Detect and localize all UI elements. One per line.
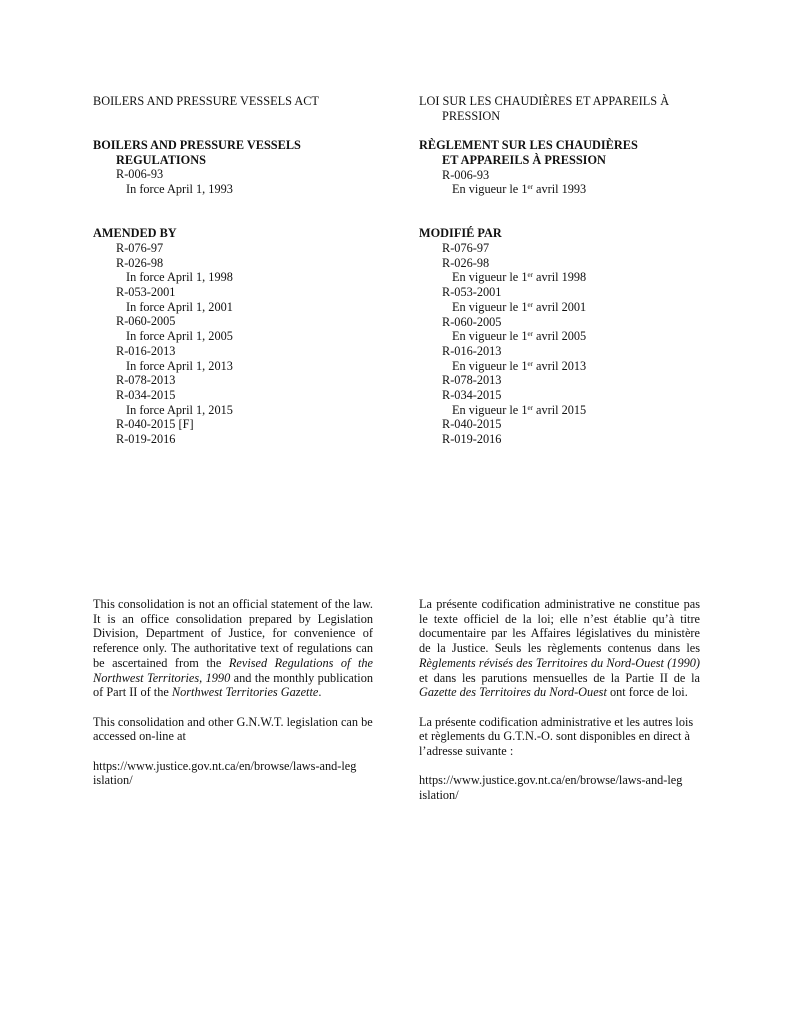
regulation-in-force-en: In force April 1, 1993	[126, 182, 233, 197]
amendment-in-force-en: In force April 1, 2005	[126, 329, 233, 344]
amendment-number-en: R-040-2015 [F]	[116, 417, 194, 432]
amendment-number-fr: R-078-2013	[442, 373, 502, 388]
amendment-number-fr: R-026-98	[442, 255, 490, 270]
amendment-in-force-en: In force April 1, 2013	[126, 358, 233, 373]
regulation-title-fr-line2: ET APPAREILS À PRESSION	[442, 152, 606, 167]
regulation-number-en: R-006-93	[116, 167, 164, 182]
regulation-title-en: BOILERS AND PRESSURE VESSELS REGULATIONS	[93, 138, 301, 167]
amendment-in-force-fr: En vigueur le 1er avril 2015	[452, 402, 587, 417]
act-title-fr: LOI SUR LES CHAUDIÈRES ET APPAREILS À PRESSION	[419, 94, 670, 123]
amendment-number-fr: R-060-2005	[442, 314, 502, 329]
english-disclaimer	[93, 597, 373, 788]
french-disclaimer	[419, 597, 700, 803]
online-access-paragraph-en: This consolidation and other G.N.W.T. legislation can be accessed on-line at	[93, 714, 373, 744]
amendment-number-en: R-078-2013	[116, 373, 176, 388]
amendment-number-fr: R-040-2015	[442, 417, 502, 432]
amendment-number-en: R-016-2013	[116, 343, 176, 358]
regulation-title-fr-line1: RÈGLEMENT SUR LES CHAUDIÈRES	[419, 138, 638, 153]
amendment-number-en: R-053-2001	[116, 285, 176, 300]
legislation-url-en-line2[interactable]: islation/	[93, 773, 133, 788]
amendment-number-en: R-019-2016	[116, 432, 176, 447]
french-header-block	[419, 94, 700, 447]
amendment-in-force-fr: En vigueur le 1er avril 1998	[452, 270, 587, 285]
amendment-number-fr: R-019-2016	[442, 432, 502, 447]
amendment-list-fr	[419, 241, 700, 447]
amendment-in-force-fr: En vigueur le 1er avril 2013	[452, 358, 587, 373]
amendment-in-force-en: In force April 1, 2015	[126, 402, 233, 417]
amendment-number-fr: R-053-2001	[442, 285, 502, 300]
act-title-en: BOILERS AND PRESSURE VESSELS ACT	[93, 94, 319, 108]
amendment-list-en	[93, 241, 373, 447]
amendment-number-fr: R-076-97	[442, 240, 490, 255]
amended-by-heading: AMENDED BY	[93, 226, 177, 241]
english-header-block	[93, 94, 373, 447]
legislation-url-fr-line1[interactable]: https://www.justice.gov.nt.ca/en/browse/laws-and-leg	[419, 773, 683, 788]
amendment-in-force-en: In force April 1, 2001	[126, 299, 233, 314]
disclaimer-paragraph-fr: La présente codification administrative ne constitue pas le texte officiel de la loi; elle n’est établie qu’à titre documentaire par les Affaires législatives du ministère de la Justice. Seuls les règlements contenus dans les Règlements révisés des Territoires du Nord-Ouest (1990) et dans les parutions mensuelles de la Partie II de la Gazette des Territoires du Nord-Ouest ont force de loi.	[419, 597, 700, 700]
amendment-in-force-en: In force April 1, 1998	[126, 270, 233, 285]
online-access-paragraph-fr: La présente codification administrative et les autres lois et règlements du G.T.N.-O. sont disponibles en direct à l’adresse suivante :	[419, 714, 694, 759]
amendment-number-en: R-026-98	[116, 255, 164, 270]
regulation-number-fr: R-006-93	[442, 167, 490, 182]
amendment-in-force-fr: En vigueur le 1er avril 2001	[452, 299, 587, 314]
regulation-in-force-fr: En vigueur le 1er avril 1993	[452, 182, 587, 197]
disclaimer-paragraph-en: This consolidation is not an official statement of the law. It is an office consolidation prepared by Legislation Division, Department of Justice, for convenience of reference only. The authoritative text of regulations can be ascertained from the Revised Regulations of the Northwest Territories, 1990 and the monthly publication of Part II of the Northwest Territories Gazette.	[93, 597, 373, 700]
amendment-number-fr: R-016-2013	[442, 343, 502, 358]
legislation-url-fr-line2[interactable]: islation/	[419, 788, 459, 803]
amendment-number-fr: R-034-2015	[442, 388, 502, 403]
amendment-number-en: R-076-97	[116, 240, 164, 255]
amendment-number-en: R-060-2005	[116, 314, 176, 329]
modifie-par-heading: MODIFIÉ PAR	[419, 226, 502, 241]
amendment-number-en: R-034-2015	[116, 388, 176, 402]
legislation-url-en-line1[interactable]: https://www.justice.gov.nt.ca/en/browse/laws-and-leg	[93, 758, 357, 773]
amendment-in-force-fr: En vigueur le 1er avril 2005	[452, 329, 587, 344]
